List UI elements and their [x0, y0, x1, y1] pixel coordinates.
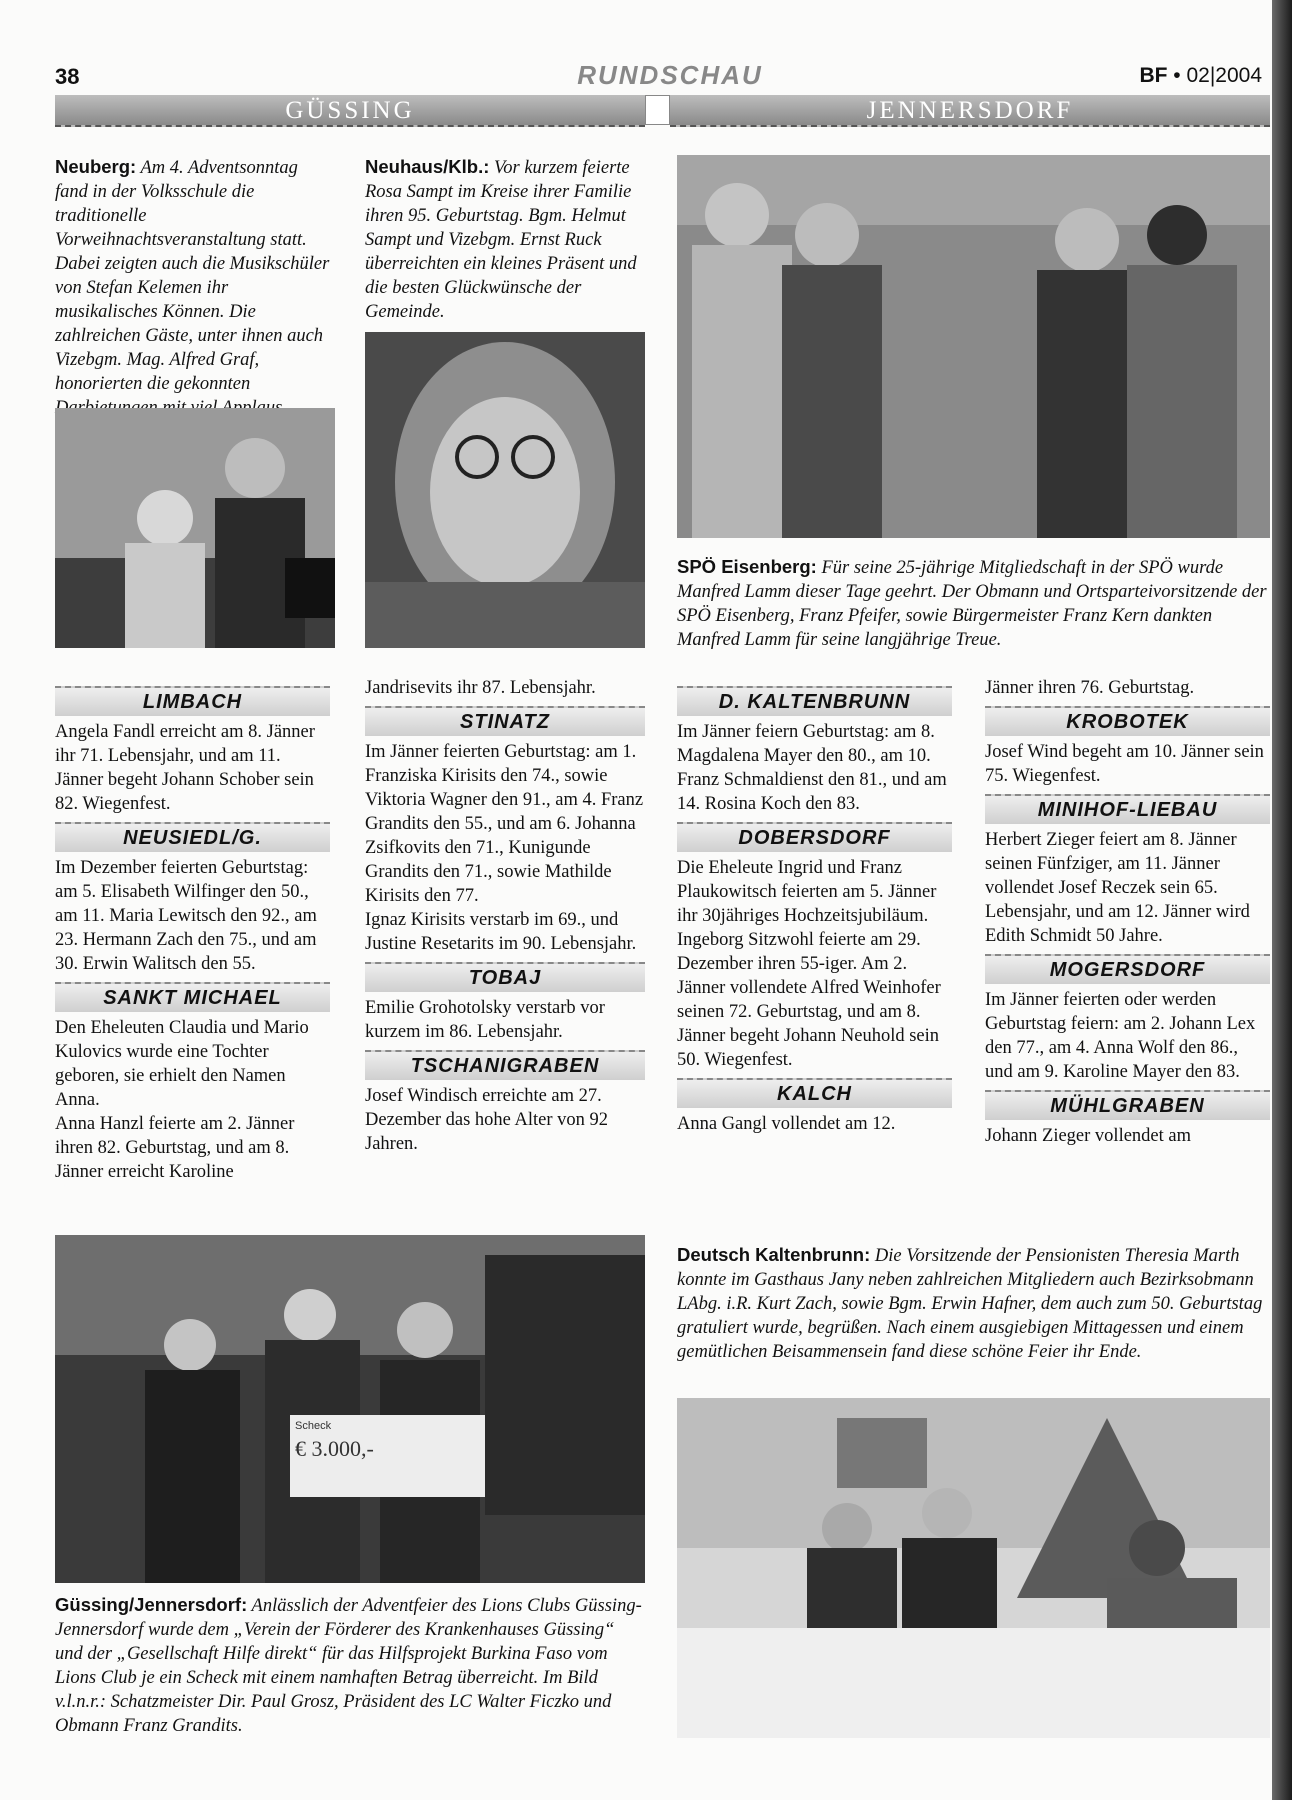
section-sankt-michael: [55, 982, 330, 1184]
neuberg-caption: [55, 155, 330, 420]
section-band-divider: [645, 95, 670, 125]
lions-caption: [55, 1593, 645, 1738]
section-title: MOGERSDORF: [985, 954, 1270, 984]
section-d-kaltenbrunn: [677, 686, 952, 816]
section-text: Im Jänner feierten Geburtstag: am 1. Franziska Kirisits den 74., sowie Viktoria Wagner den 91., am 4. Franz Grandits den 55., und am 6. Johanna Zsifkovits den 71., Kunigunde Grandits den 71., sowie Mathilde Kirisits den 77. Ignaz Kirisits verstarb im 69., und Justine Resetarits im 90. Lebensjahr.: [365, 742, 644, 954]
neuhaus-caption: [365, 155, 645, 324]
section-title: DOBERSDORF: [677, 822, 952, 852]
section-neusiedl: [55, 822, 330, 976]
section-tobaj: [365, 962, 645, 1044]
section-text: Angela Fandl erreicht am 8. Jänner ihr 71. Lebensjahr, und am 11. Jänner begeht Johann Schober sein 82. Wiegenfest.: [55, 722, 315, 814]
section-title: TSCHANIGRABEN: [365, 1050, 645, 1080]
scan-edge: [1272, 0, 1292, 1800]
continued-text: Jänner ihren 76. Geburtstag.: [985, 678, 1195, 698]
section-title: D. KALTENBRUNN: [677, 686, 952, 716]
photo-lions-cheque: [55, 1235, 645, 1583]
section-text: Die Eheleute Ingrid und Franz Plaukowitsch feierten am 5. Jänner ihr 30jähriges Hochzeitsjubiläum. Ingeborg Sitzwohl feierte am 29. Dezember ihren 55-iger. Am 2. Jänner vollendete Alfred Weinhofer seinen 72. Geburtstag, und am 8. Jänner begeht Johann Neuhold sein 50. Wiegenfest.: [677, 858, 941, 1070]
section-text: Im Jänner feierten oder werden Geburtstag feiern: am 2. Johann Lex den 77., am 4. Anna Wolf den 86., und am 9. Karoline Mayer den 83.: [985, 990, 1256, 1082]
caption-text: Anlässlich der Adventfeier des Lions Clubs Güssing-Jennersdorf wurde dem „Verein der Förderer des Krankenhauses Güssing“ und der „Gesellschaft Hilfe direkt“ für das Hilfsprojekt Burkina Faso vom Lions Club je ein Scheck mit einem namhaften Betrag überreicht. Im Bild v.l.n.r.: Schatzmeister Dir. Paul Grosz, Präsident des LC Walter Ficzko und Obmann Franz Grandits.: [55, 1596, 642, 1736]
section-title: LIMBACH: [55, 686, 330, 716]
issue-number: 02|2004: [1186, 64, 1262, 87]
section-title: NEUSIEDL/G.: [55, 822, 330, 852]
section-title: KROBOTEK: [985, 706, 1270, 736]
brand-label: BF: [1139, 64, 1168, 87]
section-text: Johann Zieger vollendet am: [985, 1126, 1192, 1146]
column-4: [985, 676, 1270, 1148]
photo-spoe-eisenberg: [677, 155, 1270, 538]
continued-text: Jandrisevits ihr 87. Lebensjahr.: [365, 678, 596, 698]
section-text: Josef Windisch erreichte am 27. Dezember das hohe Alter von 92 Jahren.: [365, 1086, 608, 1154]
column-2: [365, 676, 645, 1156]
section-muehlgraben: [985, 1090, 1270, 1148]
section-text: Im Jänner feiern Geburtstag: am 8. Magdalena Mayer den 80., am 10. Franz Schmaldienst den 81., und am 14. Rosina Koch den 83.: [677, 722, 947, 814]
photo-music-student: [55, 408, 335, 648]
section-title: KALCH: [677, 1078, 952, 1108]
magazine-title: RUNDSCHAU: [577, 60, 763, 90]
section-text: Emilie Grohotolsky verstarb vor kurzem im 86. Lebensjahr.: [365, 998, 605, 1042]
section-minihof-liebau: [985, 794, 1270, 948]
caption-text: Für seine 25-jährige Mitgliedschaft in der SPÖ wurde Manfred Lamm dieser Tage geehrt. Der Obmann und Ortsparteivorsitzende der SPÖ Eisenberg, Franz Pfeifer, sowie Bürgermeister Franz Kern dankten Manfred Lamm für seine langjährige Treue.: [677, 558, 1267, 650]
section-text: Den Eheleuten Claudia und Mario Kulovics wurde eine Tochter geboren, sie erhielt den Namen Anna. Anna Hanzl feierte am 2. Jänner ihren 82. Geburtstag, und am 8. Jänner erreicht Karoline: [55, 1018, 309, 1182]
section-kalch: [677, 1078, 952, 1136]
page-number: 38: [55, 64, 80, 89]
section-dobersdorf: [677, 822, 952, 1072]
caption-place: Güssing/Jennersdorf:: [55, 1594, 248, 1615]
cheque-amount: € 3.000,-: [295, 1436, 374, 1461]
section-band-jennersdorf: JENNERSDORF: [670, 95, 1270, 127]
section-text: Josef Wind begeht am 10. Jänner sein 75. Wiegenfest.: [985, 742, 1264, 786]
section-band-guessing: GÜSSING: [55, 95, 645, 127]
caption-text: Die Vorsitzende der Pensionisten Theresia Marth konnte im Gasthaus Jany neben zahlreichen Mitgliedern auch Bezirksobmann LAbg. i.R. Kurt Zach, sowie Bgm. Erwin Hafner, dem auch zum 50. Geburtstag gratuliert wurde, begrüßen. Nach einem ausgiebigen Mittagessen und einem gemütlichen Beisammensein fand diese schöne Feier ihr Ende.: [677, 1246, 1263, 1362]
column-1: [55, 680, 330, 1184]
section-limbach: [55, 686, 330, 816]
caption-place: SPÖ Eisenberg:: [677, 556, 817, 577]
section-text: Anna Gangl vollendet am 12.: [677, 1114, 896, 1134]
cheque: [295, 1420, 475, 1462]
photo-rosa-sampt: [365, 332, 645, 648]
section-title: MÜHLGRABEN: [985, 1090, 1270, 1120]
section-stinatz: [365, 706, 645, 956]
issue-label: BF • 02|2004: [1139, 64, 1262, 87]
column-3: [677, 680, 952, 1136]
section-text: Herbert Zieger feiert am 8. Jänner seinen Fünfziger, am 11. Jänner vollendet Josef Reczek sein 65. Lebensjahr, und am 12. Jänner wird Edith Schmidt 50 Jahre.: [985, 830, 1250, 946]
caption-place: Neuberg:: [55, 156, 137, 177]
section-title: MINIHOF-LIEBAU: [985, 794, 1270, 824]
section-tschanigraben: [365, 1050, 645, 1156]
cheque-label: Scheck: [295, 1420, 332, 1432]
section-title: STINATZ: [365, 706, 645, 736]
photo-pensioners-dinner: [677, 1398, 1270, 1738]
section-title: SANKT MICHAEL: [55, 982, 330, 1012]
caption-text: Vor kurzem feierte Rosa Sampt im Kreise ihrer Familie ihren 95. Geburtstag. Bgm. Helmut Sampt und Vizebgm. Ernst Ruck überreichten ein kleines Präsent und die besten Glückwünsche der Gemeinde.: [365, 158, 637, 322]
section-title: TOBAJ: [365, 962, 645, 992]
caption-place: Deutsch Kaltenbrunn:: [677, 1244, 871, 1265]
caption-place: Neuhaus/Klb.:: [365, 156, 490, 177]
section-mogersdorf: [985, 954, 1270, 1084]
caption-text: Am 4. Adventsonntag fand in der Volksschule die traditionelle Vorweihnachtsveranstaltung statt. Dabei zeigten auch die Musikschüler von Stefan Kelemen ihr musikalisches Können. Die zahlreichen Gäste, unter ihnen auch Vizebgm. Mag. Alfred Graf, honorierten die gekonnten: [55, 158, 330, 394]
eisenberg-caption: [677, 555, 1270, 652]
kaltenbrunn-caption: [677, 1243, 1270, 1364]
section-krobotek: [985, 706, 1270, 788]
section-text: Im Dezember feierten Geburtstag: am 5. Elisabeth Wilfinger den 50., am 11. Maria Lewitsch den 92., am 23. Hermann Zach den 75., und am 30. Erwin Walitsch den 55.: [55, 858, 317, 974]
